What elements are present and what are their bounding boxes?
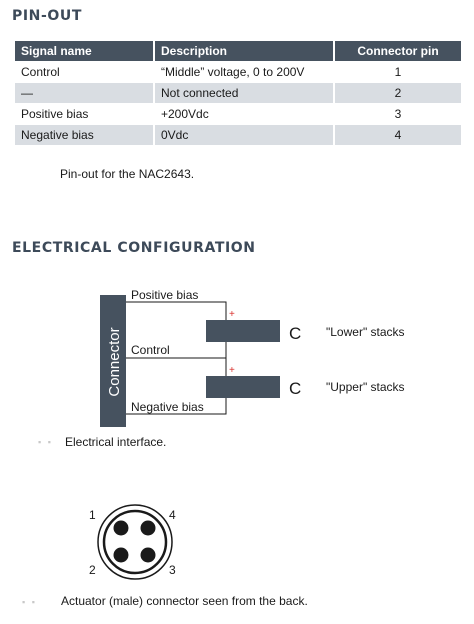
description-cell: +200Vdc: [161, 107, 209, 121]
pinout-caption: Pin-out for the NAC2643.: [60, 167, 195, 181]
capacitance-label-top: C: [289, 324, 302, 343]
caption-dots: ▪ ▪: [22, 597, 37, 607]
pin-4-dot: [141, 521, 156, 536]
capacitance-label-bottom: C: [289, 379, 302, 398]
signal-cell: —: [15, 83, 153, 103]
electrical-heading: ELECTRICAL CONFIGURATION: [12, 240, 256, 256]
lower-stacks-label: "Lower" stacks: [326, 325, 405, 339]
col-header-signal: Signal name: [15, 41, 153, 61]
pin-3-dot: [141, 548, 156, 563]
description-cell: Not connected: [155, 83, 333, 103]
pin-3-label: 3: [169, 563, 176, 577]
connector-label: Connector: [106, 327, 123, 397]
description-cell: “Middle” voltage, 0 to 200V: [161, 65, 305, 79]
control-label: Control: [131, 343, 170, 357]
negative-bias-label: Negative bias: [131, 400, 204, 414]
col-header-description: Description: [155, 41, 333, 61]
upper-stacks-label: "Upper" stacks: [326, 380, 405, 394]
pin-2-dot: [114, 548, 129, 563]
signal-cell: Control: [21, 65, 60, 79]
description-cell: 0Vdc: [155, 125, 333, 145]
pinout-heading: PIN-OUT: [12, 8, 83, 24]
pin-4-label: 4: [169, 508, 176, 522]
pin-cell: 1: [394, 65, 402, 79]
pin-cell: 4: [335, 125, 461, 145]
pin-1-label: 1: [89, 508, 96, 522]
plus-sign-top: +: [229, 309, 235, 320]
electrical-caption: Electrical interface.: [65, 435, 167, 449]
pin-2-label: 2: [89, 563, 96, 577]
signal-cell: Negative bias: [15, 125, 153, 145]
connector-caption: Actuator (male) connector seen from the back.: [61, 594, 308, 608]
pin-cell: 3: [394, 107, 402, 121]
col-header-pin: Connector pin: [335, 41, 461, 61]
caption-dots: ▪ ▪: [38, 437, 53, 447]
signal-cell: Positive bias: [21, 107, 89, 121]
plus-sign-bottom: +: [229, 365, 235, 376]
positive-bias-label: Positive bias: [131, 288, 199, 302]
pin-1-dot: [114, 521, 129, 536]
connector-inner-ring: [104, 511, 166, 573]
pin-cell: 2: [335, 83, 461, 103]
